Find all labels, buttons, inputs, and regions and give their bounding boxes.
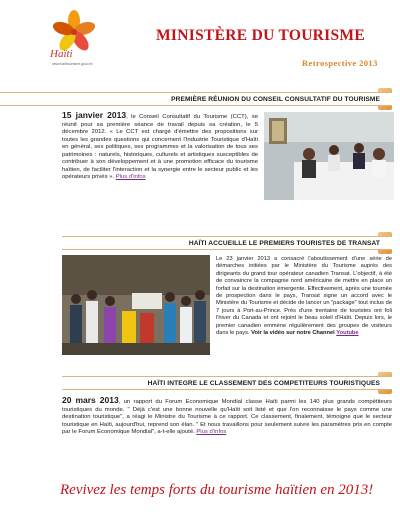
logo-tagline: www.haititourisme.gouv.ht xyxy=(52,62,93,66)
section-1-text xyxy=(62,112,258,182)
section-1-date: 15 janvier 2013 xyxy=(62,110,127,120)
section-3-date: 20 mars 2013 xyxy=(62,395,119,405)
section-3-more-link[interactable]: Plus d'infos xyxy=(196,429,227,435)
tourists-photo xyxy=(62,255,210,355)
section-3-body: , un rapport du Forum Economique Mondial classe Haïti parmi les 140 plus grands compétiteurs touristiques du monde. " Déjà c'est une bonne nouvelle qu'Haïti soit listé et que l'on reconnaisse le pays comme une destination touristique", a réagi le Ministre du Tourisme à ce rapport. Ce classement, finalement, témoigne que le secteur touristique en Haïti, aujourd'hui, reprend son élan. " Et nous travaillons pour seulement suivre les paramètres pris en compte par le Forum Economique Mondial", a-t-elle ajouté. xyxy=(62,399,392,435)
youtube-link[interactable]: Youtube xyxy=(336,330,359,337)
section-2-text xyxy=(216,256,392,337)
section-3-heading: HAÏTI INTEGRE LE CLASSEMENT DES COMPETITEURS TOURISTIQUES xyxy=(62,376,392,390)
section-2-heading: HAÏTI ACCUEILLE LE PREMIERS TOURISTES DE TRANSAT xyxy=(62,236,392,250)
footer-tagline: Revivez les temps forts du tourisme haïtien en 2013! xyxy=(60,482,374,498)
page-subtitle: Retrospective 2013 xyxy=(302,58,378,68)
page-title: MINISTÈRE DU TOURISME xyxy=(156,27,365,44)
section-1-body: , le Conseil Consultatif du Tourisme (CCT), se réunit pour sa première séance de travail depuis sa création, le 5 décembre 2012. « Le CCT est chargé d'émettre des propositions sur toutes les grandes questions qui concernent l'Industrie Touristique d'Haïti en général, ses politiques, ses programmes et la valorisation de tous ses patrimoines : naturels, historiques, culturels et artistiques susceptibles de contribuer à son développement et à une promotion efficace du tourisme haïtien, de faciliter l'interaction et la synergie entre le secteur public et les opérateurs privés ». xyxy=(62,114,258,180)
logo-wordmark: Haïti xyxy=(50,48,73,60)
section-2-video-prefix: Voir la vidéo sur notre Channel xyxy=(251,330,335,337)
section-1-more-link[interactable]: Plus d'infos xyxy=(115,174,146,180)
section-3-text xyxy=(62,397,392,437)
section-1-heading: PREMIÈRE RÉUNION DU CONSEIL CONSULTATIF DU TOURISME xyxy=(0,92,392,106)
section-2-body: Le 23 janvier 2013 a consacré l'aboutissement d'une série de démarches initiées par le Ministère du Tourisme auprès des dirigeants du grand tour opérateur canadien Transat. L'objectif, à été de convaincre la compagnie nord américaine de mettre en place un forfait sur la destination émergente. Effectivement, après une tournée de prospection dans le pays, Transat signe un accord avec le Ministère du Tourisme et décide de lancer un "package" tout inclus de 7 jours à Port-au-Prince. Près d'une trentaine de touristes ont foli l'hiver du Canada et ont rejoint le beau soleil d'Haïti. Depuis lors, le premier canadien emmène régulièrement des groupes de visiteurs dans le pays. xyxy=(216,256,392,337)
meeting-photo xyxy=(264,112,394,200)
